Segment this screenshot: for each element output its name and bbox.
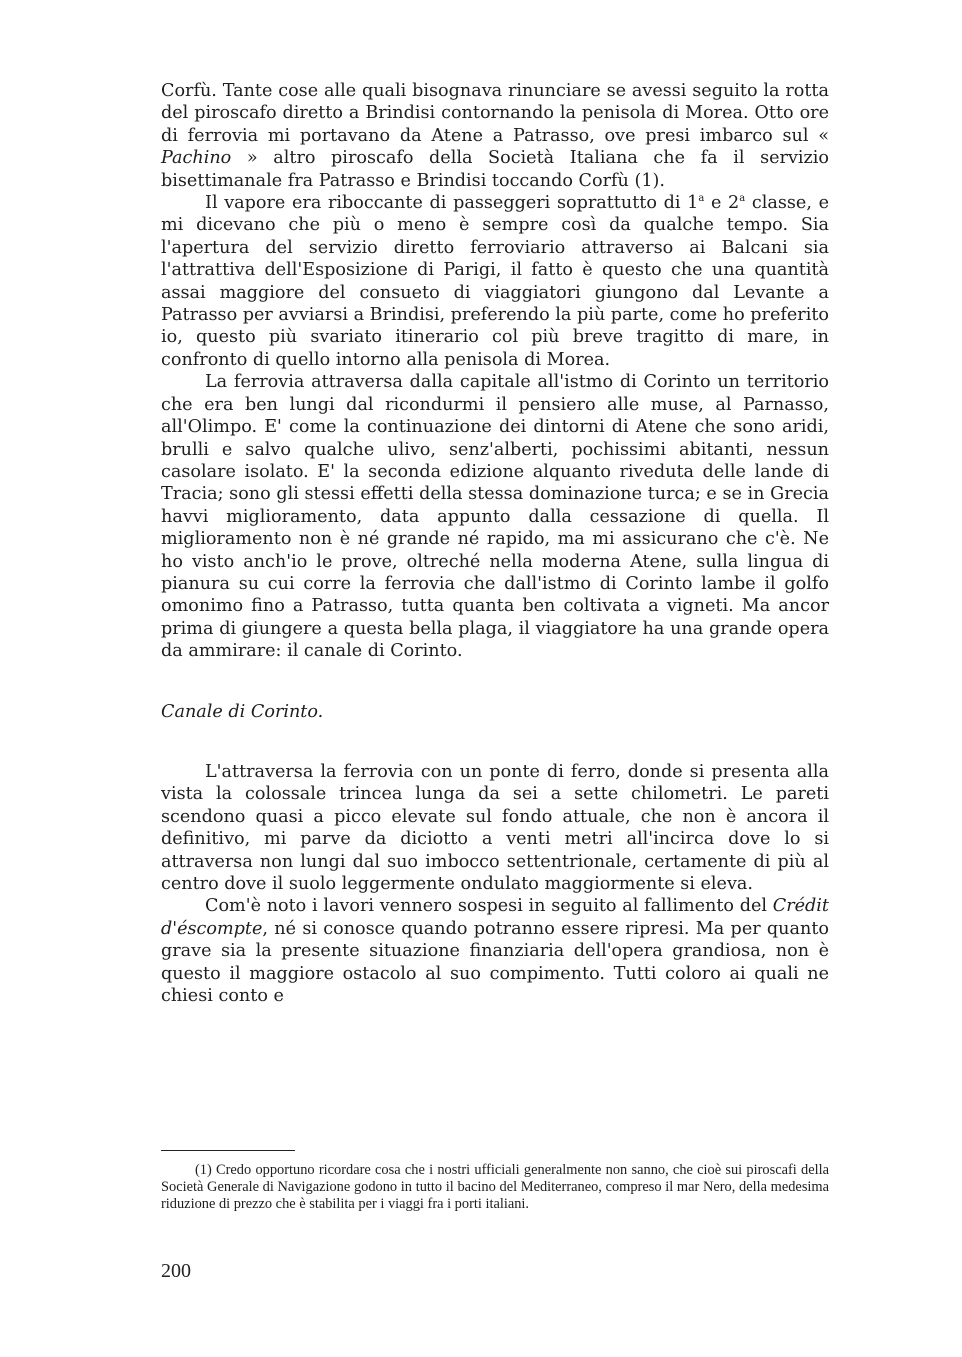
body-text [161,80,829,1007]
paragraph [161,80,829,192]
paragraphs-after [161,761,829,1007]
paragraph [161,895,829,1007]
footnote-divider [161,1150,295,1151]
text-run: e 2 [704,193,740,214]
italic-text: Pachino [161,148,232,169]
paragraphs-before [161,80,829,663]
superscript: a [698,193,705,205]
footnotes [161,1162,829,1214]
paragraph [161,761,829,895]
italic-text: Crédit d'éscompte [161,896,829,939]
footnote-1: (1) Credo opportuno ricordare cosa che i nostri ufficiali generalmente non sanno, che cioè sui piroscafi della Società Generale di Navigazione godono in tutto il bacino del Mediterraneo, compreso il mar Nero, della medesima riduzione di prezzo che è stabilita per i viaggi fra i porti italiani. [161,1162,829,1213]
text-run: , né si conosce quando potranno essere ripresi. Ma per quanto grave sia la presente situazione finanziaria dell'opera grandiosa, non è questo il maggiore ostacolo al suo compimento. Tutti coloro ai quali ne chiesi conto e [161,918,829,1007]
page-number: 200 [161,1260,191,1282]
text-run: La ferrovia attraversa dalla capitale all'istmo di Corinto un territorio che era ben lungi dal ricondurmi il pensiero alle muse, al Parnasso, all'Olimpo. E' come la continuazione dei dintorni di Atene che sono aridi, brulli e salvo qualche ulivo, senz'alberti, pochissimi abitanti, nessun casolare isolato. E' la seconda edizione alquanto riveduta delle lande di Tracia; sono gli stessi effetti della stessa dominazione turca; e se in Grecia havvi miglioramento, data appunto dalla cessazione di quella. Il miglioramento non è né grande né rapido, ma mi assicurano che c'è. Ne ho visto anch'io le prove, oltreché nella moderna Atene, sulla lingua di pianura su cui corre la ferrovia che dall'istmo di Corinto lambe il golfo omonimo fino a Patrasso, tutta quanta ben coltivata a vigneti. Ma ancor prima di giungere a questa bella plaga, il viaggiatore ha una grande opera da ammirare: il canale di Corinto. [161,372,829,662]
text-run: L'attraversa la ferrovia con un ponte di ferro, donde si presenta alla vista la colossale trincea lunga da sei a sette chilometri. Le pareti scendono quasi a picco elevate sul fondo attuale, che non è ancora il definitivo, mi parve da diciotto a venti metri all'incirca dove lo si attraversa non lungi dal suo imbocco settentrionale, certamente di più al centro dove il suolo leggermente ondulato maggiormente si eleva. [161,761,829,894]
paragraph [161,192,829,371]
section-heading: Canale di Corinto. [161,701,324,722]
superscript: a [739,193,746,205]
paragraph [161,371,829,662]
text-run: classe, e mi dicevano che più o meno è sempre così da qualche tempo. Sia l'apertura del servizio diretto ferroviario attraverso ai Balcani sia l'attrattiva dell'Esposizione di Parigi, il fatto è questo che una quantità assai maggiore del consueto di viaggiatori giungono dal Levante a Patrasso per avviarsi a Brindisi, preferendo la più parte, come ho preferito io, questo più svariato itinerario col più breve tragitto di mare, in confronto di quello intorno alla penisola di Morea. [161,193,829,370]
text-run: » altro piroscafo della Società Italiana che fa il servizio bisettimanale fra Patrasso e Brindisi toccando Corfù (1). [161,148,829,191]
text-run: Il vapore era riboccante di passeggeri soprattutto di 1 [205,193,699,214]
text-run: Corfù. Tante cose alle quali bisognava rinunciare se avessi seguito la rotta del piroscafo diretto a Brindisi contornando la penisola di Morea. Otto ore di ferrovia mi portavano da Atene a Patrasso, ove presi imbarco sul « [161,81,829,146]
text-run: Com'è noto i lavori vennero sospesi in seguito al fallimento del [205,896,773,917]
